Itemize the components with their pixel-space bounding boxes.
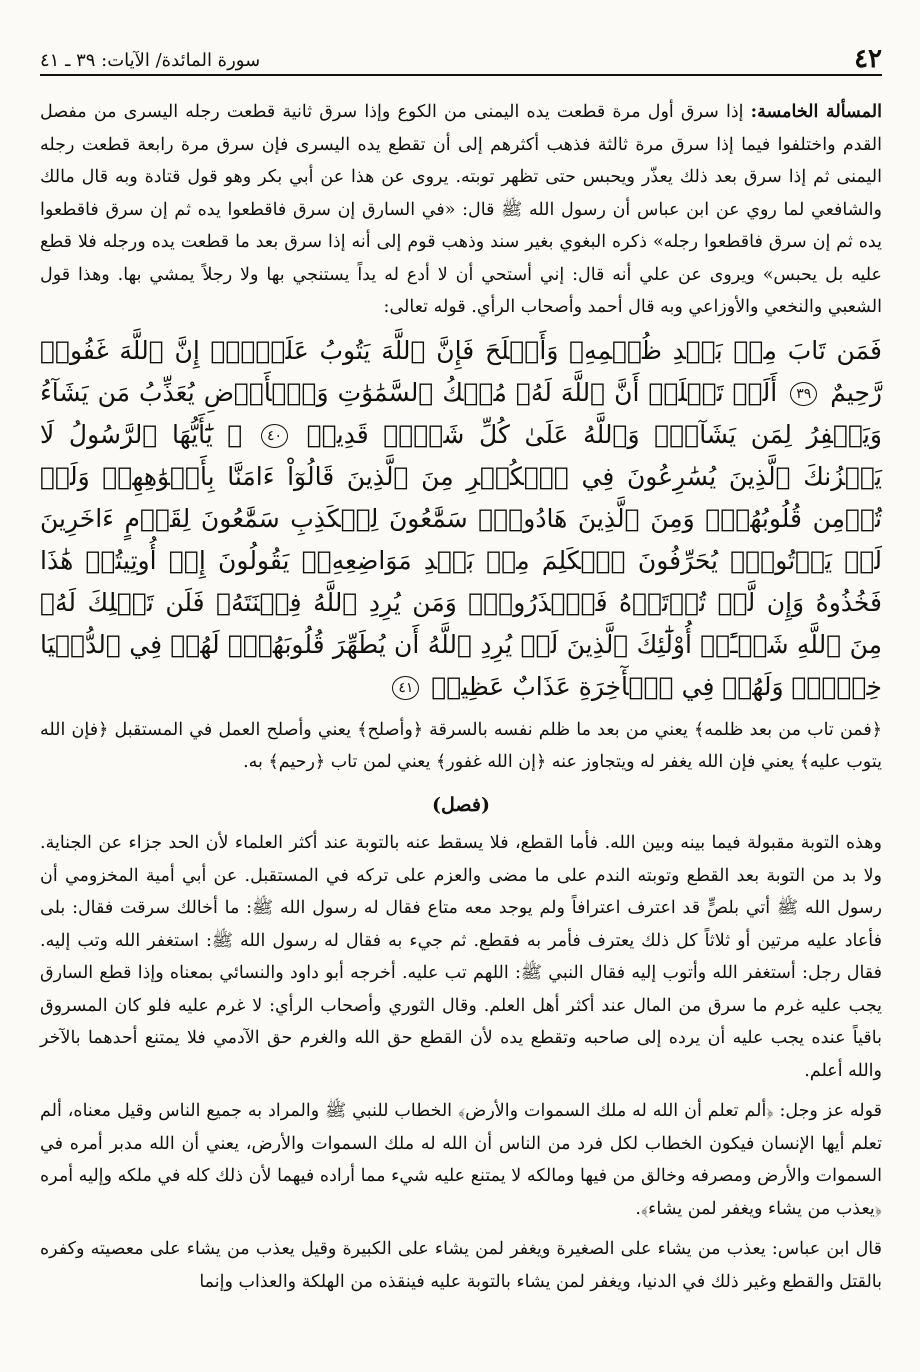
verse-text: فَمَن تَابَ مِنۢ بَعۡدِ ظُلۡمِهِۦ وَأَصۡلَحَ فَإِنَّ ٱللَّهَ يَتُوبُ عَلَيۡهِۚ إِنَّ ٱللَّهَ غَفُورٞ رَّحِيمٌ [40,335,883,407]
paragraph-lead: المسألة الخامسة: [750,102,882,122]
ayah-number-marker: ٤٠ [261,424,288,448]
verse-text: أَلَمۡ تَعۡلَمۡ أَنَّ ٱللَّهَ لَهُۥ مُلۡكُ ٱلسَّمَٰوَٰتِ وَٱلۡأَرۡضِ يُعَذِّبُ مَن يَشَآءُ وَيَغۡفِرُ لِمَن يَشَآءُۗ وَٱللَّهُ عَلَىٰ كُلِّ شَيۡءٖ قَدِيرٞ [40,377,882,449]
section-heading: (فصل) [432,793,490,816]
paragraph-commentary: ﴿فمن تاب من بعد ظلمه﴾ يعني من بعد ما ظلم نفسه بالسرقة ﴿وأصلح﴾ يعني وأصلح العمل في المستقبل ﴿فإن الله يتوب عليه﴾ يعني فإن الله يغفر له ويتجاوز عنه ﴿إن الله غفور﴾ يعني لمن تاب ﴿رحيم﴾ به. [40,719,882,772]
page-body [40,96,882,1298]
paragraph-ibn-abbas: قال ابن عباس: يعذب من يشاء على الصغيرة ويغفر لمن يشاء على الكبيرة وقيل يعذب من يشاء على معصيته وكفره بالقتل والقطع وغير ذلك في الدنيا، ويغفر لمن يشاء بالتوبة عليه فينقذه من الهلكة والعذاب وإنما [40,1239,882,1292]
verse-text: ۞ يَٰٓأَيُّهَا ٱلرَّسُولُ لَا يَحۡزُنكَ ٱلَّذِينَ يُسَٰرِعُونَ فِي ٱلۡكُفۡرِ مِنَ ٱلَّذِينَ قَالُوٓاْ ءَامَنَّا بِأَفۡوَٰهِهِمۡ وَلَمۡ تُؤۡمِن قُلُوبُهُمۡۛ وَمِنَ ٱلَّذِينَ هَادُواْۛ سَمَّٰعُونَ لِلۡكَذِبِ سَمَّٰعُونَ لِقَوۡمٍ ءَاخَرِينَ لَمۡ يَأۡتُوكَۖ يُحَرِّفُونَ ٱلۡكَلِمَ مِنۢ بَعۡدِ مَوَاضِعِهِۦۖ يَقُولُونَ إِنۡ أُوتِيتُمۡ هَٰذَا فَخُذُوهُ وَإِن لَّمۡ تُؤۡتَوۡهُ فَٱحۡذَرُواْۚ وَمَن يُرِدِ ٱللَّهُ فِتۡنَتَهُۥ فَلَن تَمۡلِكَ لَهُۥ مِنَ ٱللَّهِ شَيۡـًٔاۚ أُوْلَٰٓئِكَ ٱلَّذِينَ لَمۡ يُرِدِ ٱللَّهُ أَن يُطَهِّرَ قُلُوبَهُمۡۚ لَهُمۡ فِي ٱلدُّنۡيَا خِزۡيٞۖ وَلَهُمۡ فِي ٱلۡأٓخِرَةِ عَذَابٌ عَظِيمٞ [40,419,882,701]
paragraph-text: إذا سرق أول مرة قطعت يده اليمنى من الكوع وإذا سرق ثانية قطعت رجله اليسرى من مفصل القدم واختلفوا فيما إذا سرق مرة ثالثة فذهب أكثرهم إلى أن تقطع يده اليسرى فإن سرق مرة رابعة قطعت رجله اليمنى ثم إذا سرق بعد ذلك يعذّر ويحبس حتى تظهر توبته. يروى عن هذا عن أبي بكر وهو قول قتادة وبه قال مالك والشافعي لما روي عن ابن عباس أن رسول الله ﷺ قال: «في السارق إن سرق فاقطعوا يده ثم إن سرق فاقطعوا يده ثم إن سرق فاقطعوا رجله» ذكره البغوي بغير سند وذهب قوم إلى أنه إذا سرق بعد ما قطعت يده ورجله فلا قطع عليه بل يحبس» ويروى عن علي أنه قال: إني أستحي أن لا أدع له يداً يستنجي بها ولا رجلاً يمشي بها. وهذا قول الشعبي والنخعي والأوزاعي وبه قال أحمد وأصحاب الرأي. قوله تعالى: [40,102,882,317]
ayah-number-marker: ٣٩ [790,382,817,406]
paragraph-fifth-issue [40,96,882,324]
paragraph-dominion: قوله عز وجل: ﴿ألم تعلم أن الله له ملك السموات والأرض﴾ الخطاب للنبي ﷺ والمراد به جميع الناس وقيل معناه، ألم تعلم أيها الإنسان فيكون الخطاب لكل فرد من الناس أن الله له ملك السموات والأرض، يعني أن الله مدبر أمره في السموات والأرض ومصرفه وخالق من فيها ومالكه لا يمتنع عليه شيء مما أراده فيهما لأن ذلك كله في ملكه وإليه أمره ﴿يعذب من يشاء ويغفر لمن يشاء﴾. [40,1101,882,1219]
running-title: سورة المائدة/ الآيات: ٣٩ ـ ٤١ [40,50,261,71]
paragraph-repentance: وهذه التوبة مقبولة فيما بينه وبين الله. فأما القطع، فلا يسقط عنه بالتوبة عند أكثر العلماء لأن الحد جزاء عن الجناية. ولا بد من التوبة بعد القطع وتوبته الندم على ما مضى والعزم على تركه في المستقبل. عن أبي أمية المخزومي أن رسول الله ﷺ أتي بلصٍّ قد اعترف اعترافاً ولم يوجد معه متاع فقال له رسول الله ﷺ: ما أخالك سرقت فقال: بلى فأعاد عليه مرتين أو ثلاثاً كل ذلك يعترف فأمر به فقطع. ثم جيء به فقال له رسول الله ﷺ: استغفر الله وتب إليه. فقال رجل: أستغفر الله وأتوب إليه فقال النبي ﷺ: اللهم تب عليه. أخرجه أبو داود والنسائي بمعناه وإذا قطع السارق يجب عليه غرم ما سرق من المال عند أكثر أهل العلم. وقال الثوري وأصحاب الرأي: لا غرم عليه فلو كان المسروق باقياً عنده يجب عليه أن يرده إلى صاحبه وتقطع يده لأن القطع حق الله والغرم حق الآدمي فلا يمتنع أحدهما بالآخر والله أعلم. [40,833,882,1081]
ayah-number-marker: ٤١ [392,676,419,700]
page-number: ٤٢ [854,44,882,74]
quran-verse-block [40,330,882,708]
page-header [40,40,882,76]
